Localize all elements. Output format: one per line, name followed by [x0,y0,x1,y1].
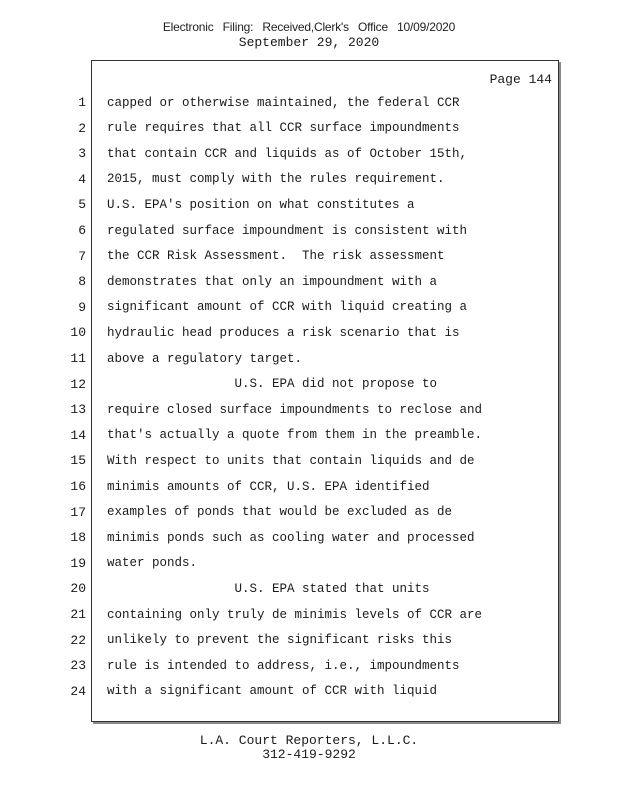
line-number: 13 [70,402,86,418]
transcript-line-text: water ponds. [107,556,198,571]
transcript-line-text: above a regulatory target. [107,351,303,366]
court-reporter-name: L.A. Court Reporters, L.L.C. [199,733,419,748]
line-number: 19 [70,555,86,571]
court-reporter-phone: 312-419-9292 [262,747,356,762]
line-number: 20 [70,581,86,597]
transcript-line-text: containing only truly de minimis levels of CCR are [107,607,483,622]
transcript-line-text: capped or otherwise maintained, the federal CCR [107,95,460,110]
transcript-line-text: U.S. EPA's position on what constitutes a [107,197,415,212]
line-number: 16 [70,479,86,494]
transcript-line-text: that's actually a quote from them in the preamble. [107,428,483,443]
transcript-line-text: U.S. EPA did not propose to [107,377,438,392]
line-number: 12 [70,376,86,392]
line-number: 22 [70,632,86,648]
line-number: 17 [70,504,86,520]
line-number: 8 [78,274,86,290]
line-number: 14 [70,427,86,443]
transcript-line-text: U.S. EPA stated that units [107,581,430,596]
line-number: 3 [78,146,86,162]
transcript-line-text: that contain CCR and liquids as of October 15th, [107,146,468,161]
transcript-line-text: significant amount of CCR with liquid creating a [107,300,468,315]
line-number: 2 [78,120,86,136]
line-number: 21 [70,607,86,622]
filing-stamp: Electronic Filing: Received,Clerk's Office 10/09/2020 [162,20,456,34]
transcript-line-text: require closed surface impoundments to reclose and [107,402,483,417]
line-number: 5 [78,197,86,213]
line-number: 11 [70,351,86,366]
line-number: 24 [70,683,86,699]
line-number: 10 [70,325,86,341]
transcript-line-text: demonstrates that only an impoundment with a [107,274,438,289]
line-number: 18 [70,530,86,546]
transcript-line-text: rule requires that all CCR surface impoundments [107,121,460,136]
line-number: 7 [78,248,86,264]
transcript-line-text: unlikely to prevent the significant risks this [107,633,453,648]
transcript-line-text: regulated surface impoundment is consistent with [107,223,468,238]
page-number: Page 144 [489,72,552,87]
transcript-date: September 29, 2020 [238,35,380,50]
transcript-line-text: the CCR Risk Assessment. The risk assessment [107,249,445,264]
transcript-line-text: 2015, must comply with the rules requirement. [107,172,445,187]
transcript-line-text: examples of ponds that would be excluded as de [107,505,453,520]
transcript-line-text: hydraulic head produces a risk scenario that is [107,325,460,340]
line-number: 6 [78,223,86,238]
line-number: 15 [70,453,86,469]
transcript-line-text: With respect to units that contain liquids and de [107,453,475,468]
transcript-line-text: with a significant amount of CCR with liquid [107,684,438,699]
line-number: 9 [78,299,86,315]
transcript-line-text: minimis amounts of CCR, U.S. EPA identified [107,479,430,494]
line-number: 4 [78,171,86,187]
line-number: 23 [70,658,86,674]
transcript-line-text: minimis ponds such as cooling water and processed [107,530,475,545]
transcript-line-text: rule is intended to address, i.e., impoundments [107,658,460,673]
line-number: 1 [78,95,86,110]
